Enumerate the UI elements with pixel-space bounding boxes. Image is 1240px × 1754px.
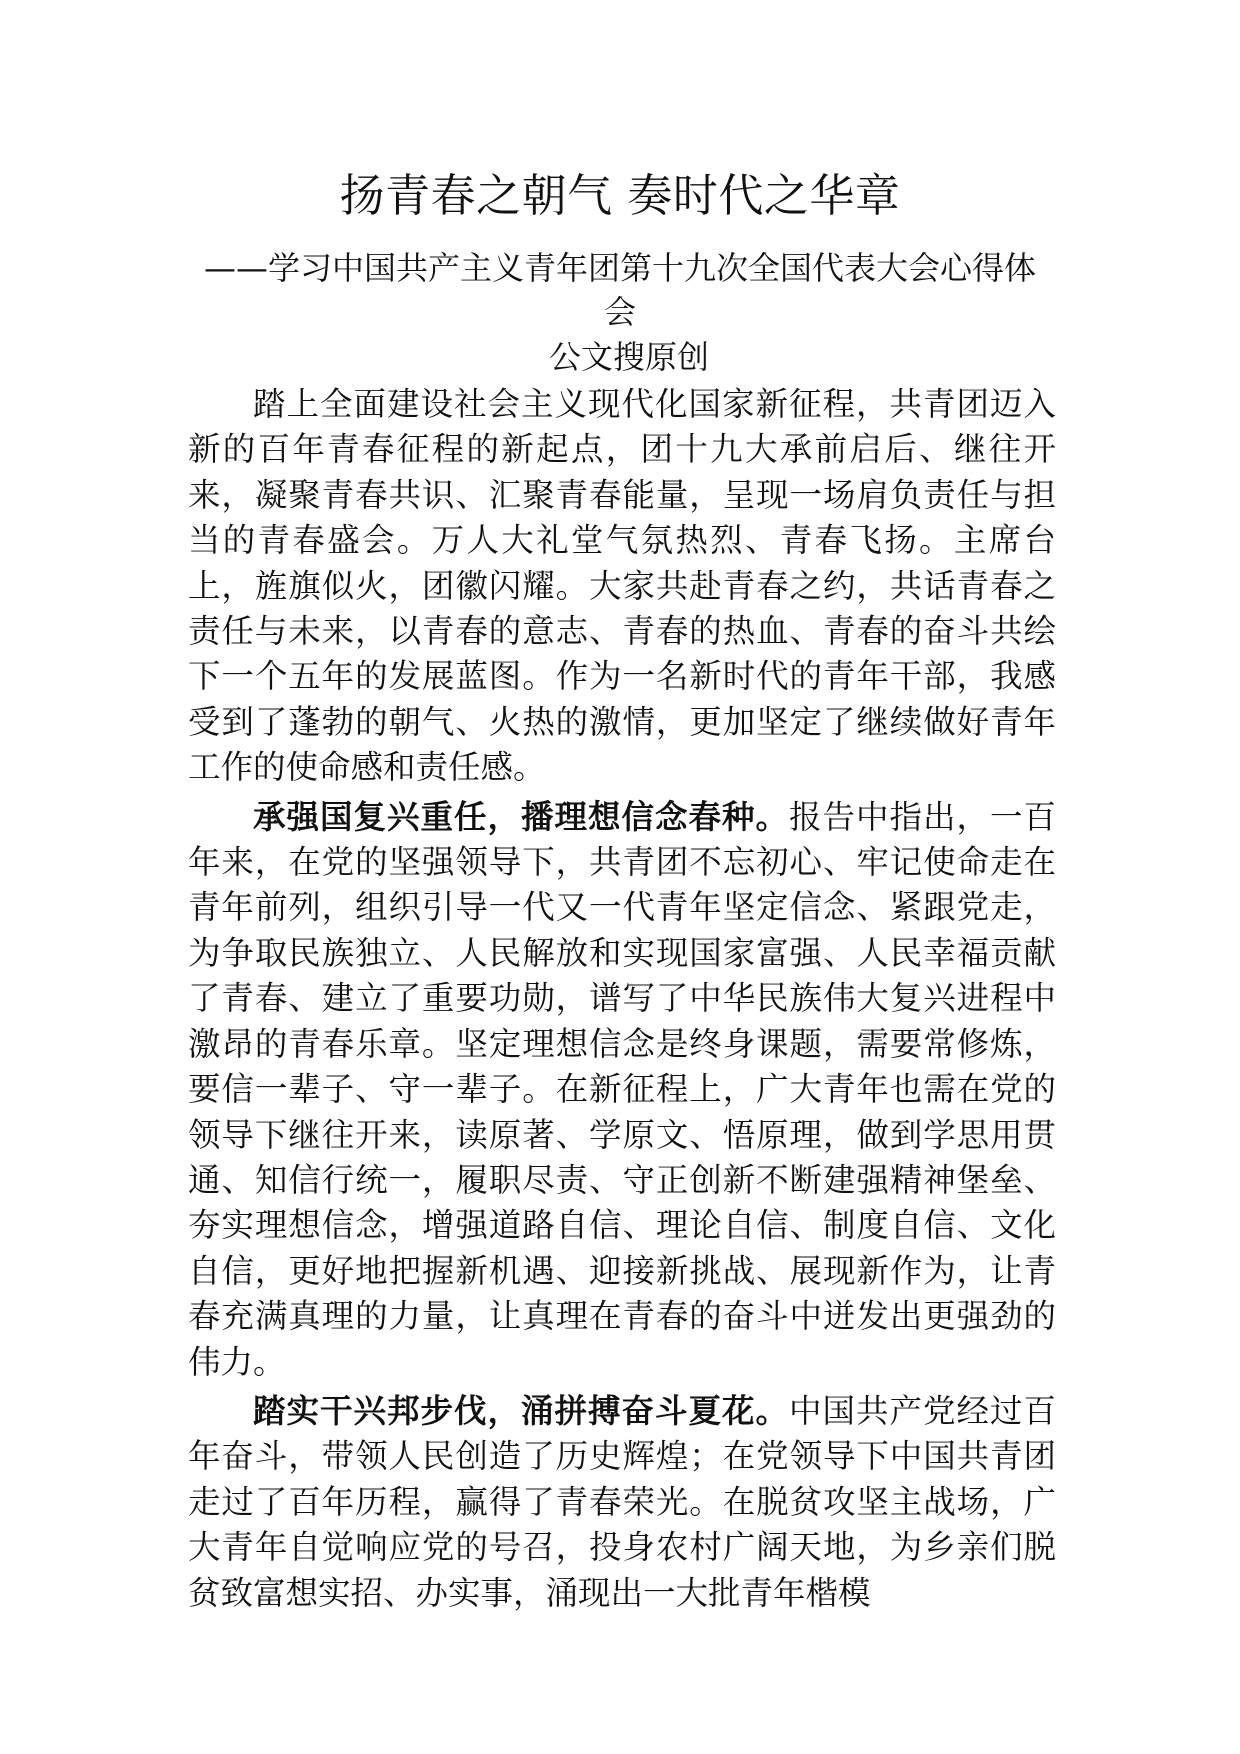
paragraph-2: [188, 795, 1056, 1385]
paragraph-2-text: 报告中指出，一百年来，在党的坚强领导下，共青团不忘初心、牢记使命走在青年前列，组织引导一代又一代青年坚定信念、紧跟党走，为争取民族独立、人民解放和实现国家富强、人民幸福贡献了青春、建立了重要功勋，谱写了中华民族伟大复兴进程中激昂的青春乐章。坚定理想信念是终身课题，需要常修炼，要信一辈子、守一辈子。在新征程上，广大青年也需在党的领导下继往开来，读原著、学原文、悟原理，做到学思用贯通、知信行统一，履职尽责、守正创新不断建强精神堡垒、夯实理想信念，增强道路自信、理论自信、制度自信、文化自信，更好地把握新机遇、迎接新挑战、展现新作为，让青春充满真理的力量，让真理在青春的奋斗中迸发出更强劲的伟力。: [188, 797, 1056, 1381]
paragraph-1: [188, 382, 1056, 791]
paragraph-1-text: 踏上全面建设社会主义现代化国家新征程，共青团迈入新的百年青春征程的新起点，团十九大承前启后、继往开来，凝聚青春共识、汇聚青春能量，呈现一场肩负责任与担当的青春盛会。万人大礼堂气氛热烈、青春飞扬。主席台上，旌旗似火，团徽闪耀。大家共赴青春之约，共话青春之责任与未来，以青春的意志、青春的热血、青春的奋斗共绘下一个五年的发展蓝图。作为一名新时代的青年干部，我感受到了蓬勃的朝气、火热的激情，更加坚定了继续做好青年工作的使命感和责任感。: [188, 385, 1056, 787]
document-author: 公文搜原创: [548, 338, 709, 376]
paragraph-3-lead: 踏实干兴邦步伐，涌拼搏奋斗夏花。: [253, 1391, 789, 1430]
paragraph-3-text: 中国共产党经过百年奋斗，带领人民创造了历史辉煌；在党领导下中国共青团走过了百年历程，赢得了青春荣光。在脱贫攻坚主战场，广大青年自觉响应党的号召，投身农村广阔天地，为乡亲们脱贫致富想实招、办实事，涌现出一大批青年楷模: [188, 1391, 1056, 1612]
paragraph-3: [188, 1389, 1056, 1616]
document-body: [188, 382, 1056, 1620]
paragraph-2-lead: 承强国复兴重任，播理想信念春种。: [253, 797, 789, 836]
document-title: 扬青春之朝气 奏时代之华章: [339, 169, 901, 222]
document-subtitle: ——学习中国共产主义青年团第十九次全国代表大会心得体会: [203, 249, 1036, 331]
